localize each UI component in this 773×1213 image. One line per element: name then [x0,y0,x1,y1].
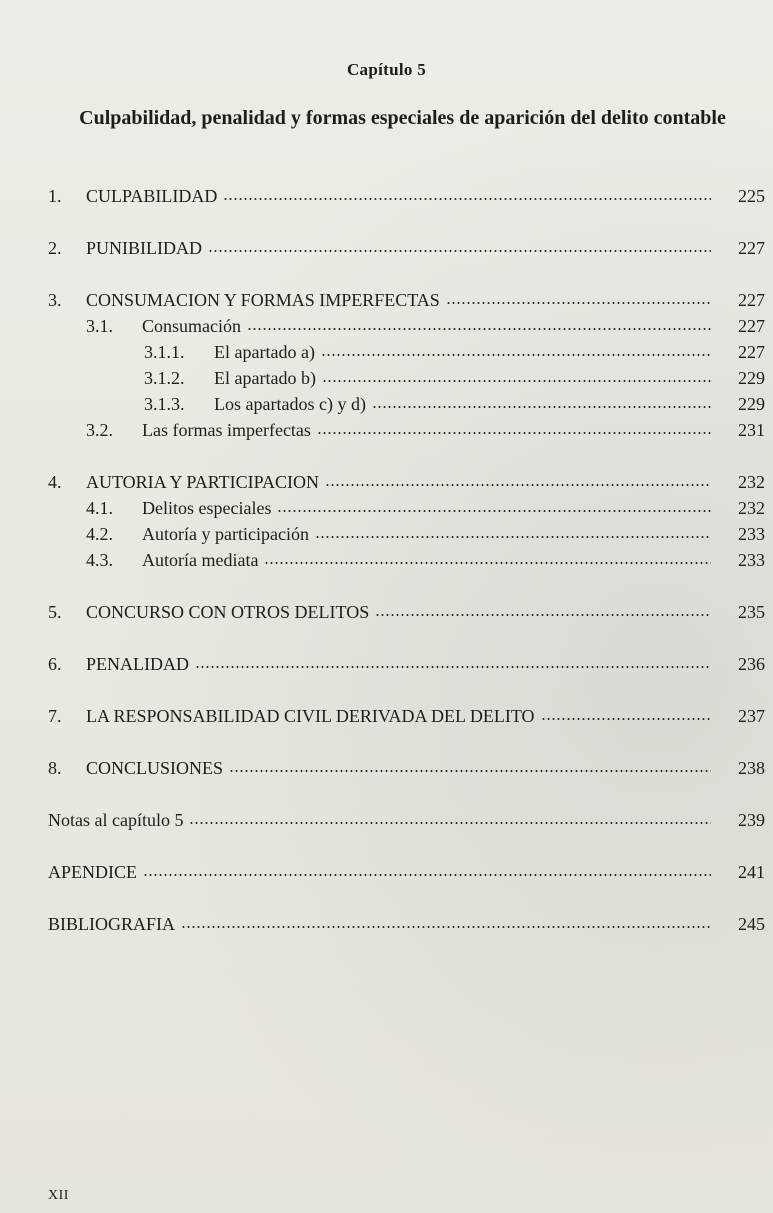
dot-leader [322,380,711,382]
toc-entry-label: El apartado a) [214,342,315,362]
toc-entry-page: 237 [738,706,765,726]
toc-entry-page: 233 [738,524,765,544]
dot-leader [321,354,711,356]
page-number-footer: XII [48,1188,69,1203]
toc-entry-page: 227 [738,316,765,336]
toc-entry-number: 3.1. [86,316,113,336]
toc-entry [0,183,773,209]
toc-entry-label: Notas al capítulo 5 [48,810,184,830]
toc-entry-number: 3.2. [86,420,113,440]
toc-entry [0,807,773,833]
toc-entry-page: 227 [738,342,765,362]
dot-leader [315,536,711,538]
toc-entry-page: 239 [738,810,765,830]
toc-entry-number: 5. [48,602,62,622]
toc-entry-label: BIBLIOGRAFIA [48,914,176,934]
toc-entry [0,703,773,729]
toc-entry-label: Las formas imperfectas [142,420,311,440]
toc-entry-label: Autoría y participación [142,524,309,544]
toc-entry-page: 225 [738,186,765,206]
dot-leader [208,250,711,252]
toc-entry-label: LA RESPONSABILIDAD CIVIL DERIVADA DEL DELITO [86,706,535,726]
toc-entry-label: CONCURSO CON OTROS DELITOS [86,602,370,622]
toc-entry-page: 235 [738,602,765,622]
toc-entry [0,599,773,625]
toc-entry-page: 245 [738,914,765,934]
toc-entry-page: 236 [738,654,765,674]
toc-entry-number: 4.2. [86,524,113,544]
toc-entry-label: CONSUMACION Y FORMAS IMPERFECTAS [86,290,440,310]
toc-entry-page: 233 [738,550,765,570]
toc-entry [0,391,773,417]
toc-entry [0,547,773,573]
dot-leader [229,770,711,772]
dot-leader [143,874,711,876]
toc-entry-label: CONCLUSIONES [86,758,224,778]
toc-entry-number: 3.1.1. [144,342,185,362]
toc-entry-page: 231 [738,420,765,440]
toc-entry [0,651,773,677]
chapter-label: Capítulo 5 [346,60,427,79]
toc-entry-page: 229 [738,368,765,388]
toc-entry-number: 4. [48,472,62,492]
toc-entry [0,365,773,391]
dot-leader [195,666,711,668]
toc-entry [0,469,773,495]
toc-entry [0,495,773,521]
toc-entry-number: 7. [48,706,62,726]
toc-entry [0,287,773,313]
toc-entry-label: Los apartados c) y d) [214,394,366,414]
dot-leader [372,406,711,408]
toc-entry-page: 227 [738,290,765,310]
toc-entry [0,235,773,261]
toc-entry [0,417,773,443]
toc-entry-number: 3. [48,290,62,310]
dot-leader [181,926,711,928]
toc-entry-number: 4.1. [86,498,113,518]
dot-leader [325,484,711,486]
dot-leader [541,718,712,720]
dot-leader [446,302,711,304]
toc-entry-page: 227 [738,238,765,258]
toc-entry-number: 8. [48,758,62,778]
toc-entry-label: PENALIDAD [86,654,189,674]
dot-leader [277,510,711,512]
dot-leader [247,328,711,330]
toc-entry-number: 4.3. [86,550,113,570]
dot-leader [189,822,711,824]
dot-leader [264,562,711,564]
toc-entry-label: Consumación [142,316,241,336]
toc-entry-label: CULPABILIDAD [86,186,218,206]
toc-entry-number: 3.1.3. [144,394,185,414]
dot-leader [223,198,711,200]
toc-entry [0,339,773,365]
toc-entry-page: 232 [738,498,765,518]
toc-entry-label: Delitos especiales [142,498,272,518]
toc-entry [0,755,773,781]
toc-entry-number: 6. [48,654,62,674]
dot-leader [317,432,711,434]
dot-leader [375,614,711,616]
toc-entry [0,911,773,937]
toc-entry-label: El apartado b) [214,368,316,388]
toc-entry-label: APENDICE [48,862,137,882]
toc-entry [0,859,773,885]
toc-entry-page: 229 [738,394,765,414]
chapter-title: Culpabilidad, penalidad y formas especiales de aparición del delito contable [79,107,726,129]
toc-entry [0,521,773,547]
toc-entry-label: Autoría mediata [142,550,259,570]
toc-entry-number: 1. [48,186,62,206]
toc-entry-number: 3.1.2. [144,368,185,388]
toc-entry-page: 238 [738,758,765,778]
toc-entry-page: 232 [738,472,765,492]
toc-entry-page: 241 [738,862,765,882]
toc-entry-label: PUNIBILIDAD [86,238,202,258]
toc-entry [0,313,773,339]
toc-entry-number: 2. [48,238,62,258]
toc-entry-label: AUTORIA Y PARTICIPACION [86,472,319,492]
